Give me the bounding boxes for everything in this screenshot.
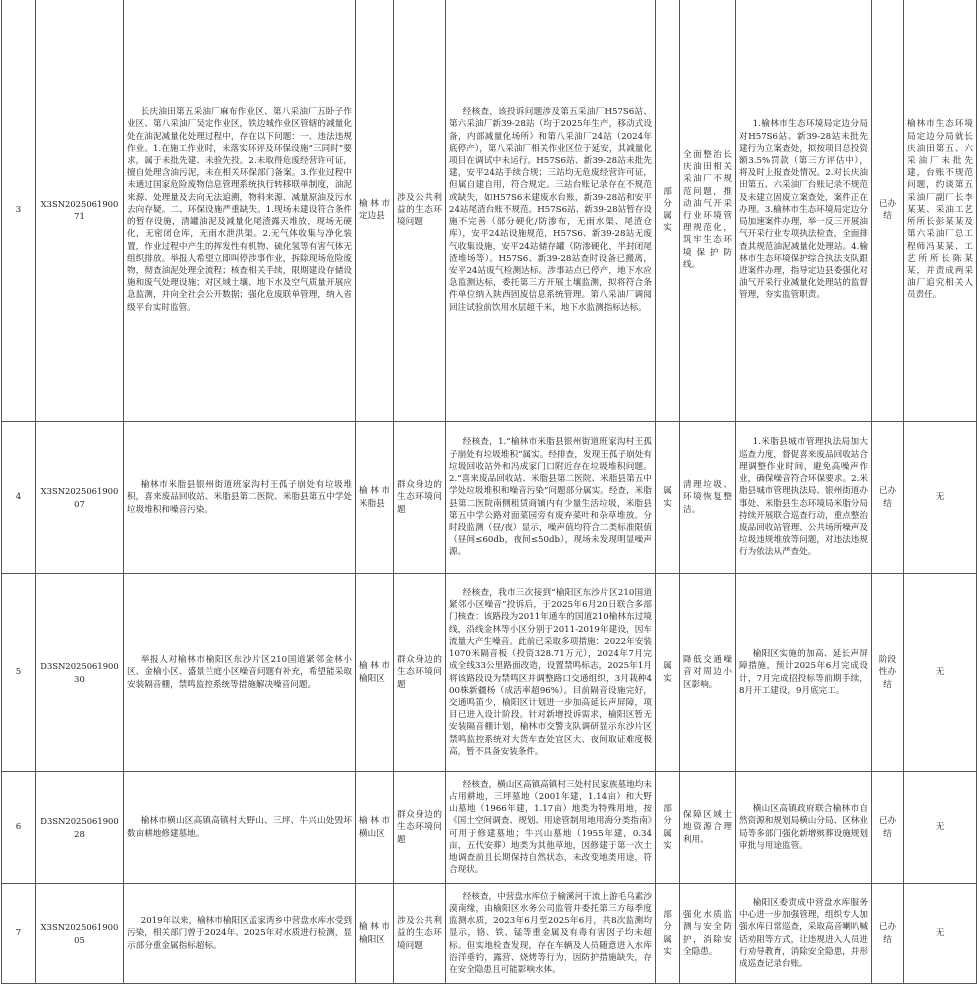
row-index: 6	[2, 772, 36, 884]
case-status: 已办结	[872, 884, 904, 984]
report-sheet	[1, 0, 976, 984]
accountability: 榆林市生态环境局定边分局就长庆油田第五、六采油厂未批先建，台账不规范问题，约谈第五采油厂副厂长李某某、采油工艺所所长彭某某及第六采油厂总工程师冯某某、工艺所所长陈某某，并责成两采油厂追究相关人员责任。	[904, 0, 977, 422]
administrative-area: 榆林市榆阳区	[356, 884, 394, 984]
rectification-measures: 榆阳区委责成中营盘水库服务中心进一步加强管理，组织专人加强水库日常巡查，采取高音喇叭喊话劝阻等方式，让违规进入人员进行劝导教育，消除安全隐患，并形成巡查记录台账。	[736, 884, 872, 984]
verdict: 部分属实	[656, 884, 680, 984]
complaint-content: 长庆油田第五采油厂麻布作业区、第八采油厂五卧子作业区、第八采油厂吴定作业区，铁边城作业区管辖的减量化处在油泥减量化处理过程中，存在以下问题：一、违法违规作业。1.在施工作业时，未落实环评及环保设施“三同时”要求，属于未批先建、未验先投。2.未取得危废经营许可证，擅自处理含油污泥，未在相关环保部门备案。3.作业过程中未通过国家危险废物信息管理系统执行转移联单制度，油泥来源、处理量及去向无法追溯，物料来源、减量原油及污水去向存疑。二、环保设施严重缺失。1.现场未建设符合条件的暂存设施，清罐油泥及减量化尾渣露天堆放，现场无硬化，无密闭仓库，无雨水泄洪渠。2.无气体收集与净化装置，作业过程中产生的挥发性有机物、硫化氢等有害气体无组织排放。举报人希望立即叫停涉事作业，拆除现场危险废物，彻查油泥处理全流程；核查相关手续，限期建设存储设施和废气处理设施；对区域土壤、地下水及空气质量开展应急监测，并向全社会公开数据；强化危废联单管理，纳入省级平台实时监管。	[124, 0, 356, 422]
case-code: X3SN202506190005	[36, 884, 124, 984]
table-row	[2, 772, 977, 884]
row-index: 5	[2, 574, 36, 772]
complaint-content: 榆林市米脂县银州街道班家沟村王孤子崩处有垃圾堆积，喜来废品回收站、米脂县第二医院、米脂县第五中学处垃圾堆积和噪音污染。	[124, 422, 356, 574]
verdict: 部分属实	[656, 772, 680, 884]
rectification-measures: 1.榆林市生态环境局定边分局对H57S6站、新39-28站未批先建行为立案查处，拟按项目总投资额3.5%罚款（第三方评估中），将及时上报查处情况。2.对长庆油田第五、六采油厂台账记录不规范及未建立固废立案查处，案件正在办理。3.榆林市生态环境局定边分局加速案件办理，举一反三开展油气开采行业专项执法检查，全面排查其规范油泥减量化处理站。4.榆林市生态环境保护综合执法支队跟进案件办理，指导定边县委强化对油气开采行业减量化处理站的监督管理，夯实监管职责。	[736, 0, 872, 422]
table-body	[2, 0, 977, 984]
complaint-content: 举报人对榆林市榆阳区东沙片区210国道紧邻金林小区、金榆小区、盛景兰庭小区噪音问题有补充，希望能采取安装隔音棚，禁鸣监控系统等措施解决噪音问题。	[124, 574, 356, 772]
administrative-area: 榆林市米脂县	[356, 422, 394, 574]
accountability: 无	[904, 574, 977, 772]
rectification-measures: 榆阳区实施的加高、延长声屏障措施，预计2025年6月完成设计，7月完成招投标等前期手续，8月开工建设，9月底完工。	[736, 574, 872, 772]
investigation-result: 经核查，1.“榆林市米脂县银州街道班家沟村王孤子崩处有垃圾堆积”属实。经排查，发现王孤子崩处有垃圾回收站外和冯成家门口附近存在垃圾堆积问题。2.“喜来废品回收站、米脂县第二医院、米脂县第五中学处垃圾堆积和噪音污染”问题部分属实。经查，米脂县第二医院南侧租赁商铺内有少量生活垃圾，米脂县第五中学公路对面菜园旁有废弃菜叶和杂草堆放。分时段监测（昼/夜）显示，噪声值均符合二类标准限值（昼间≤60db，夜间≤50db），现场未发现明显噪声源。	[446, 422, 656, 574]
row-index: 4	[2, 422, 36, 574]
complaint-content: 2019年以来，榆林市榆阳区孟家湾乡中营盘水库水受到污染，相关部门曾于2024年、2025年对水质进行检测，显示部分重金属指标超标。	[124, 884, 356, 984]
complaint-table	[1, 0, 977, 984]
table-row	[2, 574, 977, 772]
verdict: 属实	[656, 574, 680, 772]
complaint-content: 榆林市横山区高镇高镇村大野山、三坪、牛兴山处毁坏数亩耕地修建墓地。	[124, 772, 356, 884]
case-status: 已办结	[872, 422, 904, 574]
investigation-result: 经核查，中营盘水库位于榆溪河干流上游毛乌素沙漠南缘，由榆阳区水务公司监管并委托第三方每季度监测水质，2023年6月至2025年6月，共8次监测均显示，铬、铁、锰等重金属及有毒有害因子均未超标。但实地检查发现，存在车辆及人员随意进入水库浴洋垂钓，露营、烧烤等行为，因防护措施缺失，存在安全隐患且可能影响水体。	[446, 884, 656, 984]
pollution-category: 群众身边的生态环境问题	[394, 422, 446, 574]
rectification-goal: 强化水质监测与安全防护，消除安全隐患。	[680, 884, 736, 984]
rectification-goal: 清理垃圾、环境恢复整洁。	[680, 422, 736, 574]
case-status: 阶段性办结	[872, 574, 904, 772]
pollution-category: 涉及公共利益的生态环境问题	[394, 884, 446, 984]
case-code: D3SN202506190028	[36, 772, 124, 884]
accountability: 无	[904, 422, 977, 574]
row-index: 3	[2, 0, 36, 422]
administrative-area: 榆林市榆阳区	[356, 574, 394, 772]
investigation-result: 经核查，我市三次接到“榆阳区东沙片区210国道紧邻小区噪音”投诉后，于2025年6月20日联合多部门核查：该路段为2011年通车的国道210榆林东过境线，沿线金林等小区分别于2011-2019年建设，因车流量大产生噪音。此前已采取多项措施：2022年安装1070米隔音板（投资328.71万元），2024年7月完成全线33公里路面改造，设置禁鸣标志，2025年1月将该路段设为禁鸣区并调整路口交通组织，3月栽种400株新疆杨（成活率超96%）。目前隔音设施完好，交通鸣笛少，榆阳区计划进一步加高延长声屏障，项目已进入设计阶段。针对新增投诉需求，榆阳区暂无安装隔音棚计划，榆林市交警支队调研显示东沙片区禁鸣监控系统对大货车查处宜区大、夜间取证难度极高，暂不具备安装条件。	[446, 574, 656, 772]
table-row	[2, 422, 977, 574]
verdict: 属实	[656, 422, 680, 574]
case-code: X3SN202506190007	[36, 422, 124, 574]
rectification-goal: 保障区域土地资源合理利用。	[680, 772, 736, 884]
case-code: D3SN202506190030	[36, 574, 124, 772]
rectification-measures: 横山区高镇政府联合榆林市自然资源和规划局横山分局、区林业局等多部门强化新增殡葬设施规划审批与用途监管。	[736, 772, 872, 884]
pollution-category: 涉及公共利益的生态环境问题	[394, 0, 446, 422]
administrative-area: 榆林市定边县	[356, 0, 394, 422]
rectification-goal: 降低交通噪音对周边小区影响。	[680, 574, 736, 772]
table-row	[2, 0, 977, 422]
row-index: 7	[2, 884, 36, 984]
case-status: 已办结	[872, 772, 904, 884]
accountability: 无	[904, 884, 977, 984]
rectification-goal: 全面整治长庆油田相关采油厂不规范问题，推动油气开采行业环境管理规范化，筑牢生态环境保护防线。	[680, 0, 736, 422]
administrative-area: 榆林市横山区	[356, 772, 394, 884]
table-row	[2, 884, 977, 984]
verdict: 部分属实	[656, 0, 680, 422]
rectification-measures: 1.米脂县城市管理执法局加大巡查力度，督促喜来废品回收站合理调整作业时间，避免高噪声作业，确保噪音符合环保要求。2.米脂县城市管理执法局、银州街道办事处、米脂县生态环境局米脂分局持续开展联合巡查行动，重点整治废品回收站管理、公共场所噪声及垃圾违规堆放等问题，对违法违规行为依法从严查处。	[736, 422, 872, 574]
pollution-category: 群众身边的生态环境问题	[394, 574, 446, 772]
investigation-result: 经核查，横山区高镇高镇村三处村民家族墓地均未占用耕地，三坪墓地（2001年建，1.14亩）和大野山墓地（1966年建，1.17亩）地类为特殊用地，按《国土空间调查、规划、用途管制用地用海分类指南》可用于修建墓地；牛兴山墓地（1955年建，0.34亩，五代安葬）地类为其他草地，因修建于第一次土地调查前且长期保持自然状态，未改变地类用途，符合现状。	[446, 772, 656, 884]
case-code: X3SN202506190071	[36, 0, 124, 422]
accountability: 无	[904, 772, 977, 884]
pollution-category: 群众身边的生态环境问题	[394, 772, 446, 884]
investigation-result: 经核查，该投诉问题涉及第五采油厂H57S6站、第六采油厂新39-28站（均于2025年生产，移动式设备，内部减量化场所）和第八采油厂24站（2024年底停产），第八采油厂相关作业区位于延安，其减量化项目在调试中未运行。H57S6站、新39-28站未批先建，安平24站手续合规；三站均无危废经营许可证，但属自建自用，符合规定。三站台账记录存在不规范或缺失，如H57S6未建废水台账，新39-28站和安平24站尾渣台账不规范。H57S6站、新39-28站暂存设施不完善（部分硬化/防渗布，无雨水渠、尾渣仓库），安平24站设施规范，H57S6、新39-28站无废气收集设施，安平24站储存罐（防渗硬化，半封闭尾渣堆场等）。H57S6、新39-28站查时设备已搬离，安平24站废气检测达标。涉事站点已停产，地下水应急监测达标，委托第三方开展土壤监测，拟将符合条件单位纳入陕西固废信息系统管理。第八采油厂调阅回注试验前饮用水层超千米，地下水监测指标达标。	[446, 0, 656, 422]
case-status: 已办结	[872, 0, 904, 422]
